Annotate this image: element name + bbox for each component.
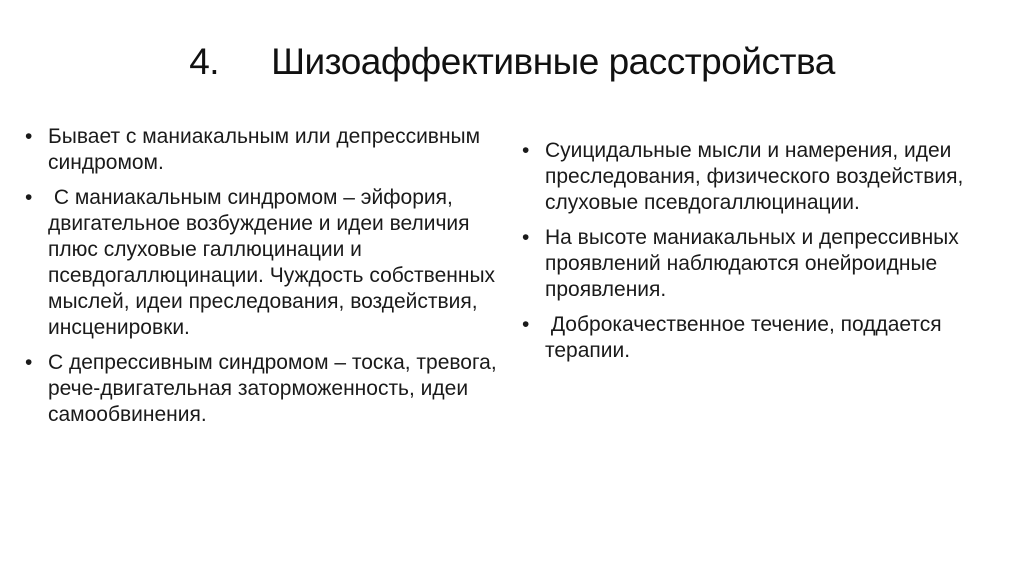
right-column	[522, 138, 992, 373]
slide-title-text: Шизоаффективные расстройства	[271, 41, 835, 82]
bullet-icon: •	[522, 226, 530, 249]
list-item	[522, 312, 992, 364]
bullet-icon: •	[522, 139, 530, 162]
slide-title	[0, 38, 1024, 86]
slide-title-number: 4.	[189, 41, 220, 82]
bullet-text: Бывает с маниакальным или депрессивным синдромом.	[48, 125, 486, 174]
bullet-text: С депрессивным синдромом – тоска, тревога, рече-двигательная заторможенность, идеи самообвинения.	[48, 351, 503, 426]
bullet-text: Суицидальные мысли и намерения, идеи преследования, физического воздействия, слуховые псевдогаллюцинации.	[545, 139, 970, 214]
list-item	[522, 138, 992, 216]
bullet-text: С маниакальным синдромом – эйфория, двигательное возбуждение и идеи величия плюс слуховые галлюцинации и псевдогаллюцинации. Чуждость собственных мыслей, идеи преследования, воздействия, инсценировки.	[48, 186, 501, 339]
list-item	[25, 350, 505, 428]
list-item	[25, 185, 505, 341]
bullet-icon: •	[25, 351, 33, 374]
bullet-text: На высоте маниакальных и депрессивных проявлений наблюдаются онейроидные проявления.	[545, 226, 965, 301]
bullet-icon: •	[522, 313, 530, 336]
left-column	[25, 124, 505, 437]
list-item	[522, 225, 992, 303]
bullet-text: Доброкачественное течение, поддается терапии.	[545, 313, 948, 362]
list-item	[25, 124, 505, 176]
bullet-icon: •	[25, 125, 33, 148]
bullet-icon: •	[25, 186, 33, 209]
